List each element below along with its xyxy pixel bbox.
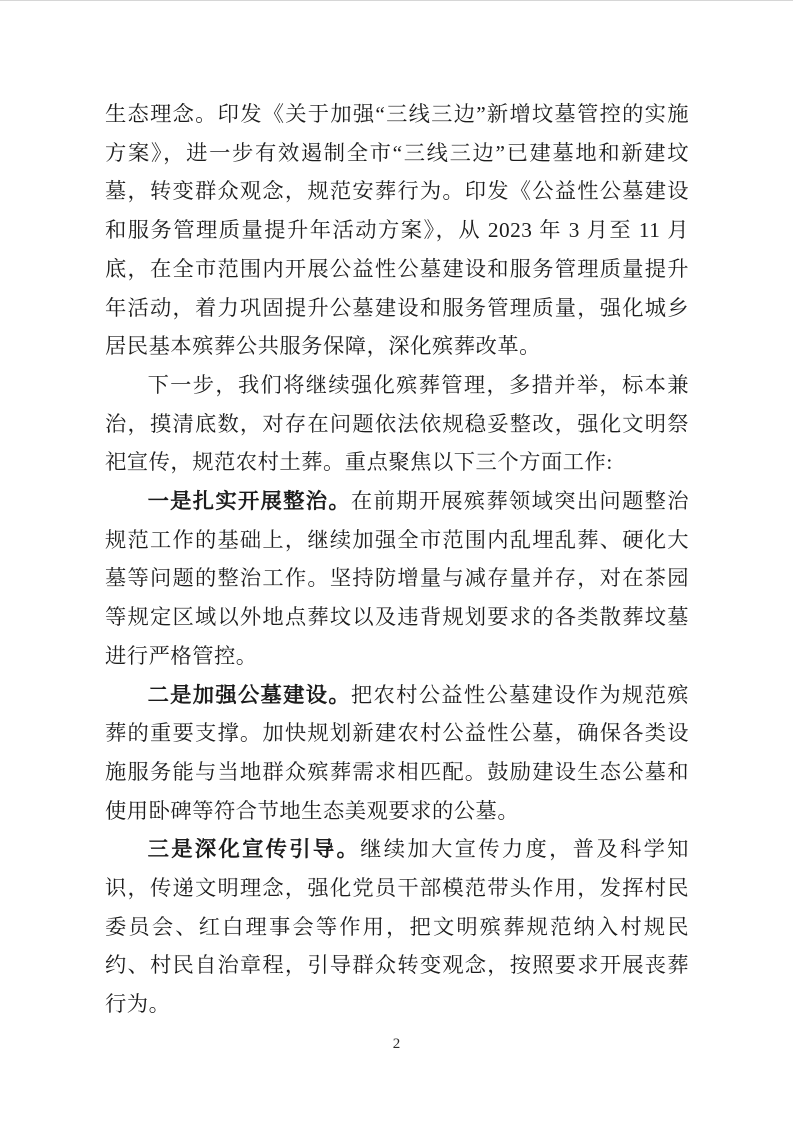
paragraph-next-steps xyxy=(105,366,689,482)
paragraph-text: 在前期开展殡葬领域突出问题整治规范工作的基础上，继续加强全市范围内乱埋乱葬、硬化大墓等问题的整治工作。坚持防增量与减存量并存，对在茶园等规定区域以外地点葬坟以及违背规划要求的各类散葬坟墓进行严格管控。 xyxy=(105,489,689,668)
paragraph-point-3 xyxy=(105,830,689,1024)
page-content xyxy=(105,95,689,1024)
paragraph-point-2 xyxy=(105,676,689,831)
page-number: 2 xyxy=(392,1036,401,1052)
paragraph-lead-bold: 二是加强公墓建设。 xyxy=(147,682,351,707)
paragraph-text: 下一步，我们将继续强化殡葬管理，多措并举，标本兼治，摸清底数，对存在问题依法依规稳妥整改，强化文明祭祀宣传，规范农村土葬。重点聚焦以下三个方面工作: xyxy=(105,372,689,475)
paragraph-text: 生态理念。印发《关于加强“三线三边”新增坟墓管控的实施方案》，进一步有效遏制全市“三线三边”已建墓地和新建坟墓，转变群众观念，规范安葬行为。印发《公益性公墓建设和服务管理质量提升年活动方案》，从 2023 年 3 月至 11 月底，在全市范围内开展公益性公墓建设和服务管理质量提升年活动，着力巩固提升公墓建设和服务管理质量，强化城乡居民基本殡葬公共服务保障，深化殡葬改革。 xyxy=(105,102,689,359)
paragraph-text: 继续加大宣传力度，普及科学知识，传递文明理念，强化党员干部模范带头作用，发挥村民委员会、红白理事会等作用，把文明殡葬规范纳入村规民约、村民自治章程，引导群众转变观念，按照要求开展丧葬行为。 xyxy=(105,837,689,1017)
paragraph-lead-bold: 一是扎实开展整治。 xyxy=(147,489,351,514)
paragraph-point-1 xyxy=(105,482,689,676)
paragraph-lead-bold: 三是深化宣传引导。 xyxy=(147,837,361,862)
paragraph-text: 把农村公益性公墓建设作为规范殡葬的重要支撑。加快规划新建农村公益性公墓，确保各类设施服务能与当地群众殡葬需求相匹配。鼓励建设生态公墓和使用卧碑等符合节地生态美观要求的公墓。 xyxy=(105,682,689,823)
paragraph-continuation xyxy=(105,95,689,366)
